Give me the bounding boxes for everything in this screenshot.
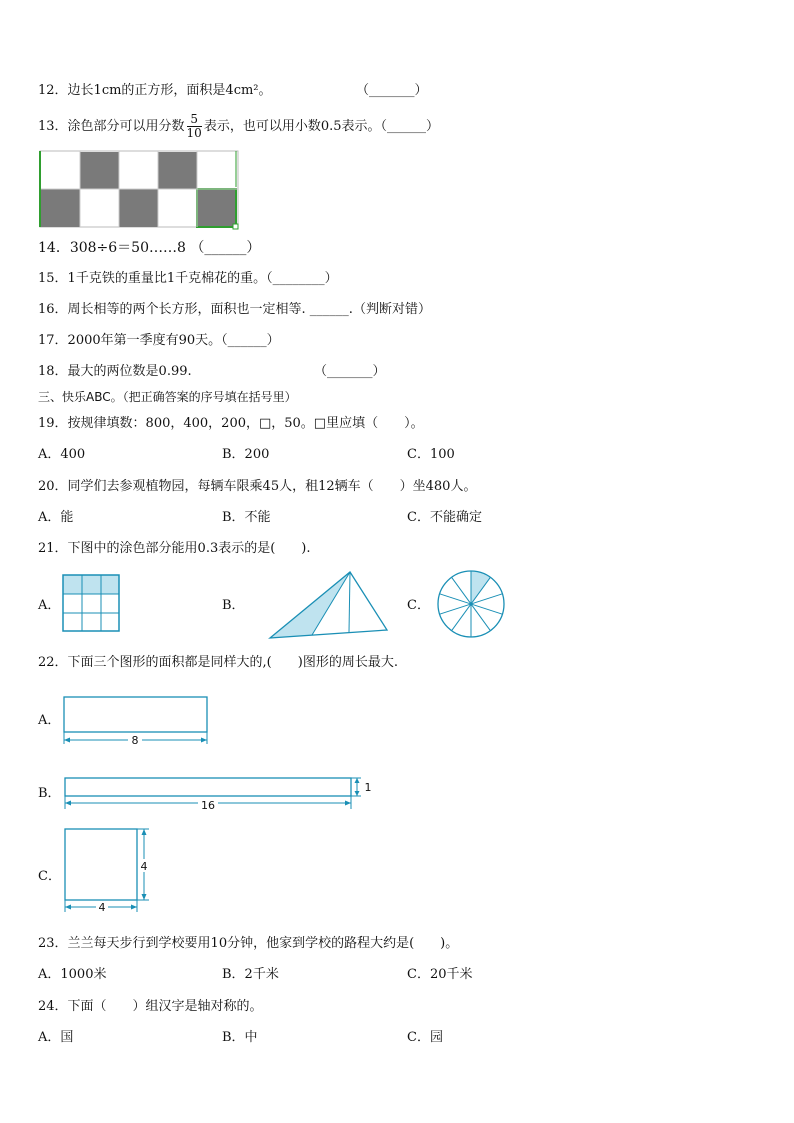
q20-option-c[interactable]: C．不能确定 <box>407 510 482 525</box>
q24-option-b[interactable]: B．中 <box>222 1030 258 1045</box>
q19-option-c[interactable]: C．100 <box>407 447 455 462</box>
arrow-head <box>65 801 71 806</box>
arrow-head <box>131 905 137 910</box>
q19-option-a[interactable]: A．400 <box>38 447 86 462</box>
arrow-head <box>65 905 71 910</box>
q19-option-b[interactable]: B．200 <box>222 447 270 462</box>
q22-rectangle-b-figure <box>60 773 378 815</box>
question-22: 22．下面三个图形的面积都是同样大的,( )图形的周长最大. <box>38 655 398 670</box>
q24-option-a[interactable]: A．国 <box>38 1030 74 1045</box>
height-label: 4 <box>140 860 148 873</box>
q21-option-b[interactable]: B． <box>222 598 245 613</box>
q22-option-c[interactable]: C． <box>38 869 61 884</box>
fraction-numerator: 5 <box>187 113 202 127</box>
q20-option-b[interactable]: B．不能 <box>222 510 271 525</box>
arrow-head <box>201 738 207 743</box>
section-3-heading: 三、快乐ABC。（把正确答案的序号填在括号里） <box>38 390 297 404</box>
q22-option-a[interactable]: A． <box>38 713 61 728</box>
arrow-head <box>142 894 147 900</box>
question-18-answer-blank[interactable]: （_______） <box>314 364 386 379</box>
arrow-head <box>355 791 360 796</box>
question-13-prefix: 13．涂色部分可以用分数 <box>38 119 185 134</box>
triangle-divider <box>349 572 350 632</box>
q22-option-b[interactable]: B． <box>38 786 61 801</box>
q20-option-a[interactable]: A．能 <box>38 510 74 525</box>
question-18-text: 18．最大的两位数是0.99. <box>38 364 192 379</box>
q21-option-a[interactable]: A． <box>38 598 61 613</box>
shaded-cell <box>158 152 197 189</box>
question-12 <box>38 83 272 99</box>
arrow-head <box>64 738 70 743</box>
question-19: 19．按规律填数：800，400，200，□，50。□里应填（ ）。 <box>38 416 424 431</box>
rectangle-b <box>65 778 351 796</box>
q23-option-a[interactable]: A．1000米 <box>38 967 107 982</box>
fraction-5-10 <box>187 113 202 140</box>
arrow-head <box>355 778 360 783</box>
shaded-cell <box>119 189 158 227</box>
square-c <box>65 829 137 900</box>
question-16: 16．周长相等的两个长方形，面积也一定相等. ______.（判断对错） <box>38 302 431 317</box>
shaded-cell <box>82 575 101 594</box>
shaded-cell <box>80 152 119 189</box>
question-13 <box>38 112 439 142</box>
length-label: 16 <box>201 799 215 812</box>
rectangle-a <box>64 697 207 732</box>
question-24: 24．下面（ ）组汉字是轴对称的。 <box>38 999 263 1014</box>
question-21: 21．下图中的涂色部分能用0.3表示的是( ). <box>38 541 311 556</box>
q21-option-c[interactable]: C． <box>407 598 430 613</box>
arrow-head <box>345 801 351 806</box>
length-label: 8 <box>131 734 139 747</box>
question-18 <box>38 364 192 380</box>
shaded-cell-selected <box>197 189 236 227</box>
q22-rectangle-a-figure <box>60 694 212 748</box>
q23-option-c[interactable]: C．20千米 <box>407 967 473 982</box>
question-12-text: 12．边长1cm的正方形，面积是4cm²。 <box>38 83 272 98</box>
question-14: 14．308÷6＝50……8 （______） <box>38 240 261 256</box>
shaded-cell <box>41 189 80 227</box>
width-label: 1 <box>364 781 372 794</box>
arrow-head <box>142 829 147 835</box>
question-17: 17．2000年第一季度有90天。（______） <box>38 333 280 348</box>
question-23: 23．兰兰每天步行到学校要用10分钟，他家到学校的路程大约是( )。 <box>38 936 459 951</box>
q24-option-c[interactable]: C．园 <box>407 1030 443 1045</box>
q21-triangle-figure <box>267 569 391 641</box>
resize-handle[interactable] <box>233 224 238 229</box>
shaded-cell <box>63 575 82 594</box>
q21-grid-figure <box>61 573 123 635</box>
shaded-cell <box>101 575 119 594</box>
question-13-suffix: 表示，也可以用小数0.5表示。（______） <box>203 119 440 134</box>
question-15: 15．1千克铁的重量比1千克棉花的重。（________） <box>38 271 338 286</box>
fraction-denominator: 10 <box>186 126 202 140</box>
width-label: 4 <box>98 901 106 914</box>
q23-option-b[interactable]: B．2千米 <box>222 967 279 982</box>
q22-square-c-figure <box>60 824 154 916</box>
checkerboard-figure <box>38 149 242 231</box>
question-20: 20．同学们去参观植物园，每辆车限乘45人，租12辆车（ ）坐480人。 <box>38 479 477 494</box>
q21-circle-figure <box>436 569 506 639</box>
question-12-answer-blank[interactable]: （_______） <box>356 83 428 98</box>
